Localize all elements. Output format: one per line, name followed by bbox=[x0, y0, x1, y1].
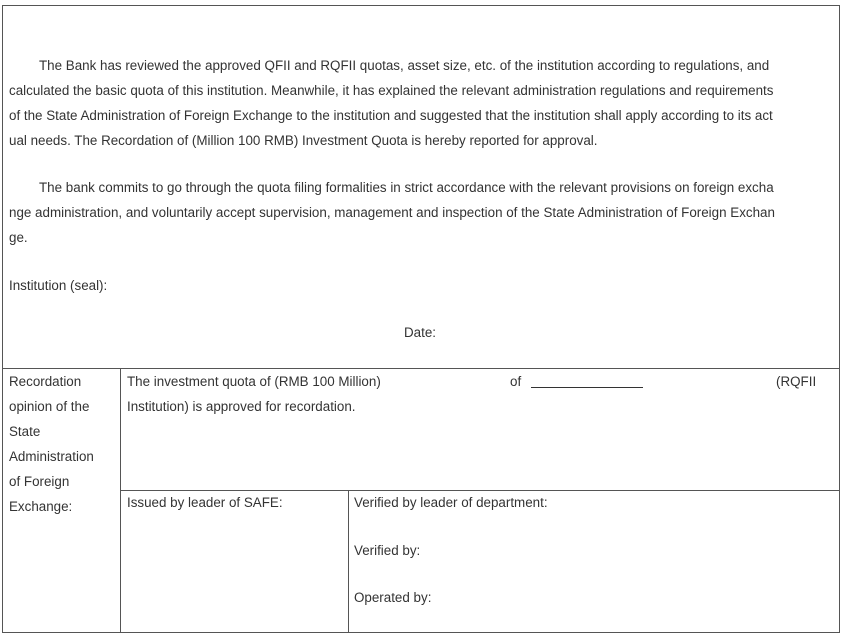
paragraph-line: nge administration, and voluntarily accept supervision, management and inspection of the State Administration of Foreign Exchan bbox=[9, 205, 775, 220]
operated-by-label: Operated by: bbox=[354, 590, 432, 605]
paragraph-line: calculated the basic quota of this institution. Meanwhile, it has explained the relevant administration regulations and requirements bbox=[9, 83, 774, 98]
institution-seal-label: Institution (seal): bbox=[9, 278, 108, 293]
approval-line bbox=[127, 369, 839, 394]
label-line: Recordation bbox=[9, 374, 82, 389]
safe-leader-cell bbox=[120, 490, 349, 632]
label-line: opinion of the bbox=[9, 399, 90, 414]
label-line: of Foreign bbox=[9, 474, 70, 489]
paragraph-line: ge. bbox=[9, 230, 28, 245]
label-line: State bbox=[9, 424, 41, 439]
approval-rqfii-text: (RQFII bbox=[776, 374, 817, 389]
verified-by-label: Verified by: bbox=[354, 543, 421, 558]
paragraph-line: of the State Administration of Foreign Exchange to the institution and suggested that the institution shall apply according to its act bbox=[9, 108, 773, 123]
review-paragraph bbox=[9, 53, 835, 153]
verified-dept-label: Verified by leader of department: bbox=[354, 495, 548, 510]
label-line: Exchange: bbox=[9, 499, 73, 514]
department-cell bbox=[348, 490, 839, 632]
recordation-opinion-label bbox=[9, 369, 117, 519]
recordation-opinion-cell bbox=[3, 368, 121, 632]
institution-blank-field[interactable] bbox=[531, 387, 643, 388]
paragraph-line: The bank commits to go through the quota filing formalities in strict accordance with the relevant provisions on foreign excha bbox=[39, 180, 774, 195]
recordation-form bbox=[2, 5, 840, 633]
commitment-paragraph bbox=[9, 175, 835, 250]
issued-by-label: Issued by leader of SAFE: bbox=[127, 495, 283, 510]
approval-cell bbox=[120, 368, 839, 491]
approval-line-2: Institution) is approved for recordation. bbox=[127, 399, 356, 414]
approval-text-part: The investment quota of (RMB 100 Million) bbox=[127, 374, 381, 389]
paragraph-line: The Bank has reviewed the approved QFII and RQFII quotas, asset size, etc. of the institution according to regulations, and bbox=[39, 58, 770, 73]
paragraph-line: ual needs. The Recordation of (Million 100 RMB) Investment Quota is hereby reported for approval. bbox=[9, 133, 598, 148]
application-section bbox=[3, 6, 839, 369]
label-line: Administration bbox=[9, 449, 94, 464]
approval-of-text: of bbox=[510, 374, 522, 389]
date-label: Date: bbox=[404, 325, 437, 340]
